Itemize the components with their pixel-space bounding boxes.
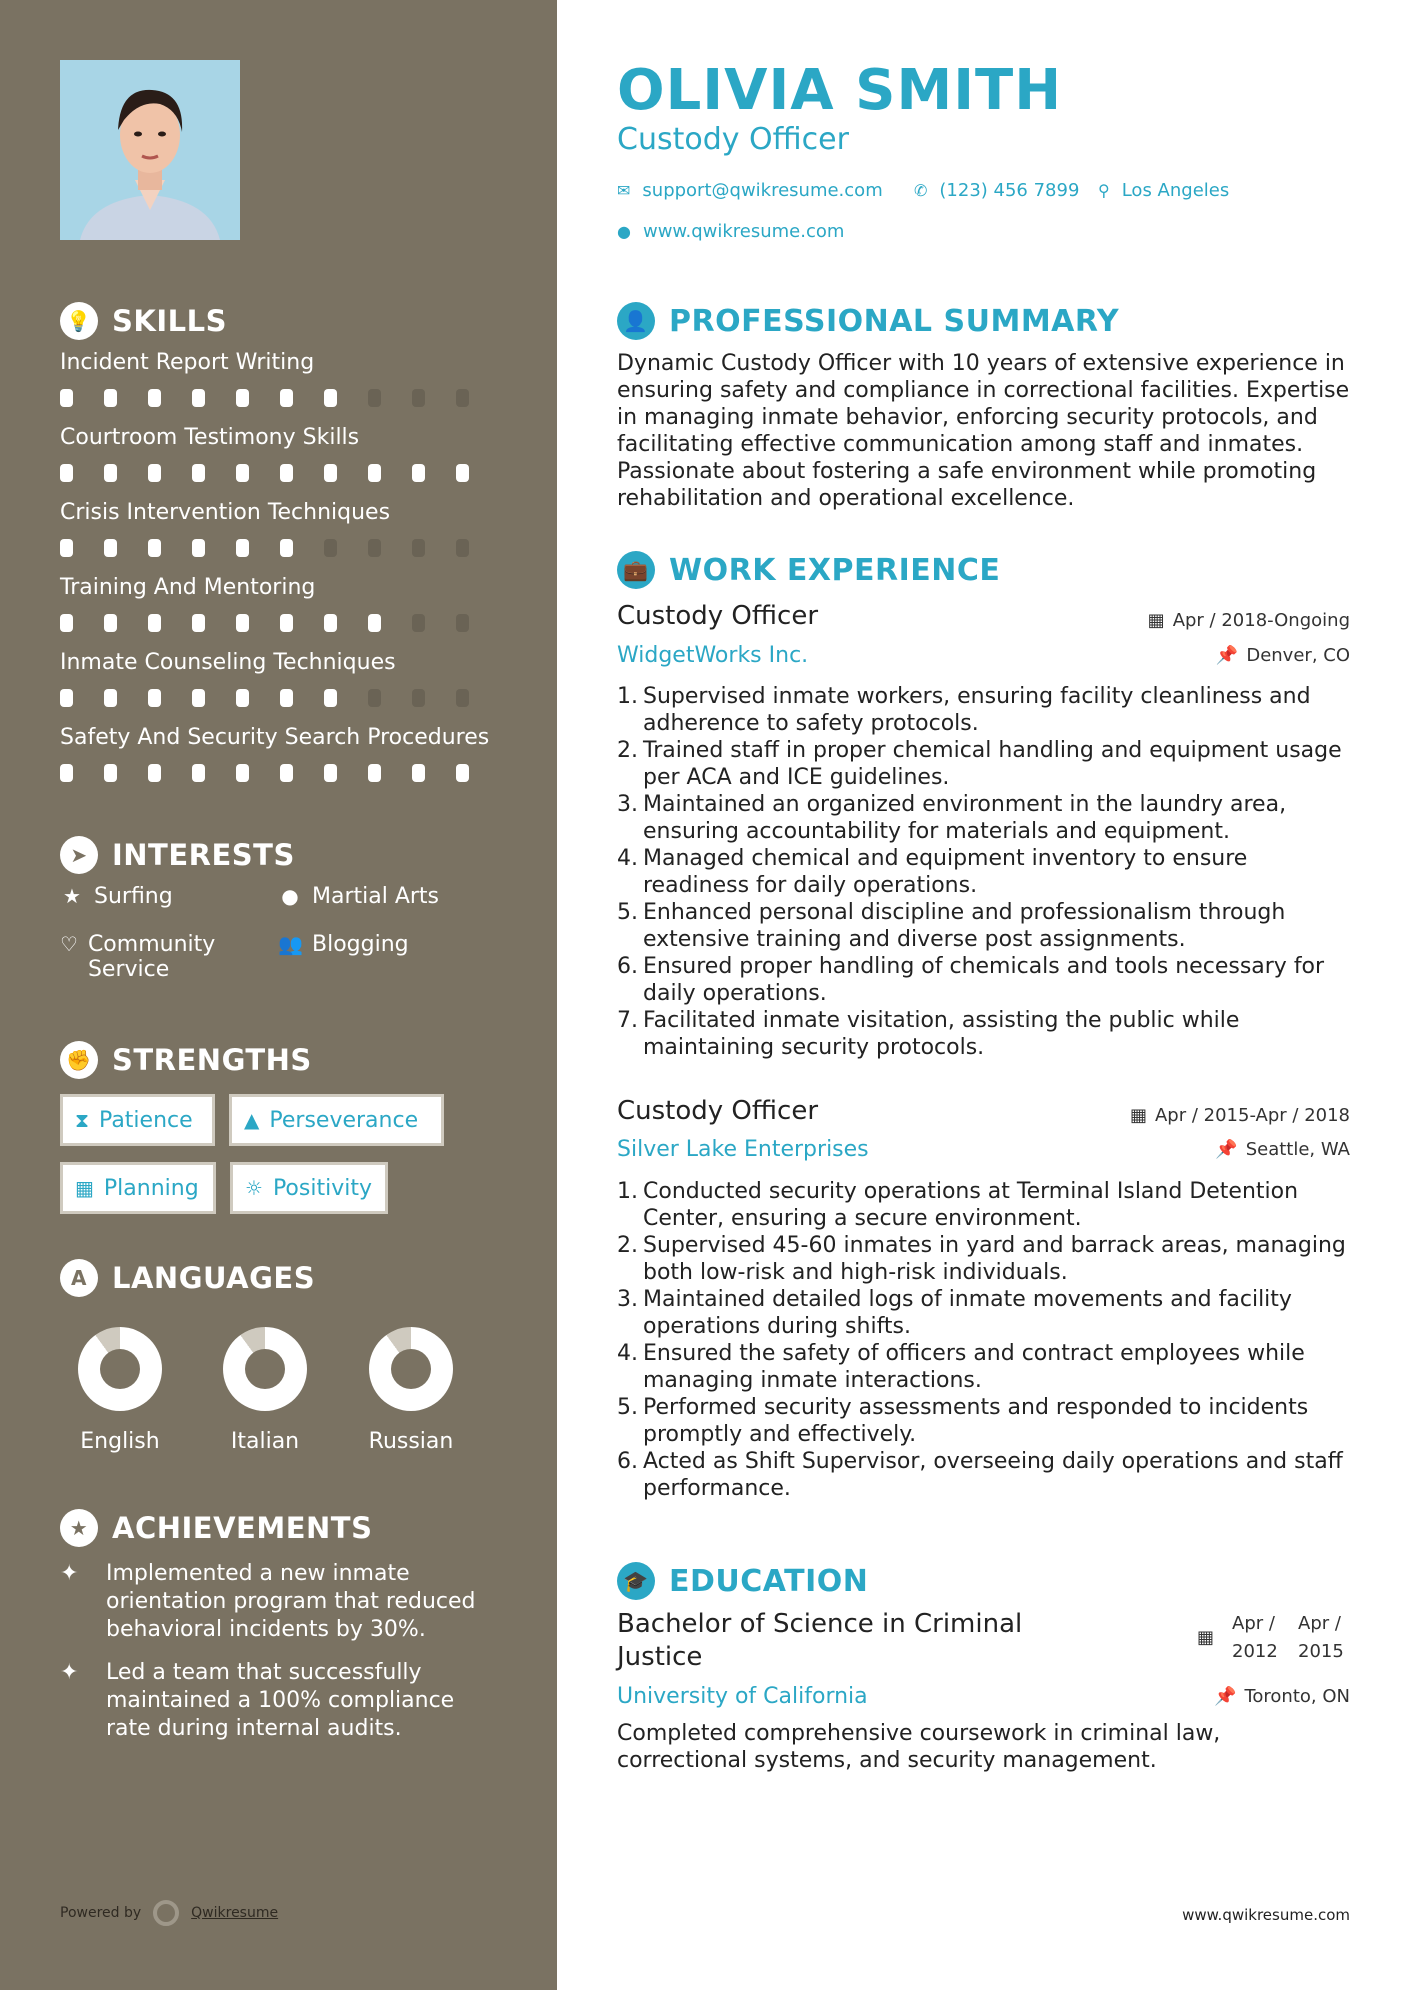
- globe-icon: ●: [617, 222, 631, 241]
- calendar-icon: ▦: [1196, 1627, 1214, 1648]
- skill-rating: [60, 689, 500, 707]
- sun-icon: ☼: [245, 1176, 263, 1200]
- responsibility-item: 1. Conducted security operations at Terminal Island Detention Center, ensuring a secure environment.: [617, 1179, 1299, 1231]
- skill-dot: [192, 539, 205, 557]
- skill-dot: [148, 689, 161, 707]
- skill-dot: [192, 764, 205, 782]
- skill-dot: [412, 464, 425, 482]
- skill-dot: [456, 464, 469, 482]
- skill-dot: [368, 389, 381, 407]
- skill-item: [60, 350, 500, 407]
- skill-item: [60, 650, 500, 707]
- skill-dot: [324, 464, 337, 482]
- responsibility-item: 6. Ensured proper handling of chemicals and tools necessary for daily operations.: [617, 954, 1325, 1006]
- skill-dot: [324, 389, 337, 407]
- pin-icon: 📌: [1215, 1139, 1238, 1160]
- contact-email[interactable]: ✉ support@qwikresume.com: [617, 180, 883, 201]
- skill-name: Training And Mentoring: [60, 575, 316, 600]
- skill-dot: [280, 764, 293, 782]
- contact-location: ⚲ Los Angeles: [1098, 180, 1230, 201]
- responsibility-item: 5. Enhanced personal discipline and professionalism through extensive training and diverse post assignments.: [617, 900, 1286, 952]
- trophy-icon: ★: [60, 1509, 98, 1547]
- job-dates: ▦ Apr / 2015-Apr / 2018: [1129, 1105, 1350, 1126]
- skill-dot: [324, 614, 337, 632]
- fist-icon: ✊: [60, 1041, 98, 1079]
- responsibility-item: 4. Managed chemical and equipment inventory to ensure readiness for daily operations.: [617, 846, 1248, 898]
- calendar-icon: ▦: [1147, 610, 1165, 631]
- powered-by: Powered by Qwikresume: [60, 1900, 278, 1926]
- skill-dot: [60, 764, 73, 782]
- skill-dot: [456, 689, 469, 707]
- skill-dot: [368, 539, 381, 557]
- responsibility-item: 5. Performed security assessments and responded to incidents promptly and effectively.: [617, 1395, 1309, 1447]
- skill-dot: [236, 539, 249, 557]
- skill-dot: [456, 614, 469, 632]
- skill-name: Incident Report Writing: [60, 350, 315, 375]
- responsibility-item: 7. Facilitated inmate visitation, assisting the public while maintaining security protocols.: [617, 1008, 1240, 1060]
- responsibility-item: 3. Maintained detailed logs of inmate movements and facility operations during shifts.: [617, 1287, 1292, 1339]
- achievement-item: ✦ Led a team that successfully maintained a 100% compliance rate during internal audits.: [60, 1660, 455, 1741]
- skill-rating: [60, 764, 500, 782]
- skill-dot: [236, 689, 249, 707]
- skill-dot: [456, 539, 469, 557]
- skill-dot: [104, 389, 117, 407]
- skill-dot: [456, 389, 469, 407]
- footer-url[interactable]: www.qwikresume.com: [1182, 1906, 1350, 1924]
- skill-dot: [412, 614, 425, 632]
- profile-photo: [60, 60, 240, 240]
- summary-text: Dynamic Custody Officer with 10 years of extensive experience in ensuring safety and compliance in correctional facilities. Expertise in managing inmate behavior, enforcing security protocols, and facilitating effective communication among staff and inmates. Passionate about fostering a safe environment while promoting rehabilitation and operational excellence.: [617, 351, 1350, 511]
- candidate-title: Custody Officer: [617, 122, 849, 157]
- skill-dot: [104, 614, 117, 632]
- skill-dot: [60, 539, 73, 557]
- job-location: 📌 Denver, CO: [1215, 645, 1350, 666]
- skill-dot: [324, 539, 337, 557]
- summary-heading: 👤 PROFESSIONAL SUMMARY: [617, 302, 1119, 340]
- skill-dot: [368, 614, 381, 632]
- skill-item: [60, 425, 500, 482]
- strength-badge: ▲ Perseverance: [229, 1094, 444, 1146]
- languages-heading: A LANGUAGES: [60, 1259, 315, 1297]
- strength-badge: ☼ Positivity: [230, 1162, 388, 1214]
- job-company: Silver Lake Enterprises: [617, 1137, 869, 1162]
- skill-dot: [104, 539, 117, 557]
- users-icon: 👥: [278, 932, 303, 956]
- skill-dot: [324, 764, 337, 782]
- responsibility-item: 2. Trained staff in proper chemical handling and equipment usage per ACA and ICE guidelines.: [617, 738, 1342, 790]
- main-content: [617, 0, 1350, 1990]
- skill-dot: [148, 614, 161, 632]
- skill-dot: [280, 689, 293, 707]
- education-heading: 🎓 EDUCATION: [617, 1562, 868, 1600]
- skill-dot: [236, 389, 249, 407]
- skill-dot: [236, 764, 249, 782]
- pin-icon: 📌: [1214, 1686, 1237, 1707]
- interest-item: ★ Surfing: [60, 884, 173, 909]
- achievement-item: ✦ Implemented a new inmate orientation program that reduced behavioral incidents by 30%.: [60, 1561, 476, 1642]
- skill-dot: [192, 464, 205, 482]
- job-title: Custody Officer: [617, 1096, 819, 1126]
- skill-dot: [104, 464, 117, 482]
- language-item: Italian: [205, 1327, 325, 1454]
- education-degree: Bachelor of Science in Criminal Justice: [617, 1609, 1023, 1672]
- skill-dot: [280, 389, 293, 407]
- globe-icon: ●: [281, 884, 299, 908]
- job-responsibilities: [617, 1178, 1350, 1502]
- language-level-chart: [369, 1327, 453, 1411]
- experience-heading: 💼 WORK EXPERIENCE: [617, 551, 1000, 589]
- skill-dot: [280, 464, 293, 482]
- briefcase-icon: 💼: [617, 551, 655, 589]
- skill-dot: [192, 614, 205, 632]
- paper-plane-icon: ➤: [60, 836, 98, 874]
- calendar-icon: ▦: [1129, 1105, 1147, 1126]
- responsibility-item: 4. Ensured the safety of officers and contract employees while managing inmate interactions.: [617, 1341, 1305, 1393]
- pin-icon: 📌: [1215, 645, 1239, 666]
- language-item: English: [60, 1327, 180, 1454]
- skill-dot: [104, 764, 117, 782]
- skill-dot: [412, 689, 425, 707]
- skill-dot: [192, 689, 205, 707]
- language-level-chart: [223, 1327, 307, 1411]
- graduation-cap-icon: 🎓: [617, 1562, 655, 1600]
- sidebar: [0, 0, 557, 1990]
- job-dates: ▦ Apr / 2018-Ongoing: [1147, 610, 1350, 631]
- interests-heading: ➤ INTERESTS: [60, 836, 295, 874]
- achievements-heading: ★ ACHIEVEMENTS: [60, 1509, 372, 1547]
- strength-badge: ▦ Planning: [60, 1162, 216, 1214]
- skill-rating: [60, 389, 500, 407]
- skill-dot: [368, 464, 381, 482]
- skill-dot: [60, 464, 73, 482]
- interest-item: ● Martial Arts: [278, 884, 439, 909]
- strength-badge: ⧗ Patience: [60, 1094, 215, 1146]
- star-burst-icon: ✦: [60, 1660, 79, 1685]
- skill-dot: [60, 614, 73, 632]
- job-responsibilities: [617, 683, 1350, 1061]
- contact-phone[interactable]: ✆ (123) 456 7899: [914, 180, 1080, 201]
- skill-dot: [148, 389, 161, 407]
- skill-dot: [148, 464, 161, 482]
- phone-icon: ✆: [914, 181, 928, 200]
- skill-name: Inmate Counseling Techniques: [60, 650, 396, 675]
- skill-dot: [60, 689, 73, 707]
- handshake-icon: ♡: [60, 932, 78, 956]
- language-level-chart: [78, 1327, 162, 1411]
- skill-name: Crisis Intervention Techniques: [60, 500, 391, 525]
- skill-dot: [280, 539, 293, 557]
- contact-website[interactable]: ● www.qwikresume.com: [617, 221, 845, 242]
- star-burst-icon: ✦: [60, 1561, 79, 1586]
- lightbulb-icon: 💡: [60, 302, 98, 340]
- interest-item: 👥 Blogging: [278, 932, 409, 957]
- skill-dot: [412, 539, 425, 557]
- interest-item: ♡ Community Service: [60, 932, 216, 982]
- skill-dot: [60, 389, 73, 407]
- star-icon: ★: [63, 884, 81, 908]
- skill-name: Courtroom Testimony Skills: [60, 425, 360, 450]
- skill-dot: [280, 614, 293, 632]
- skill-dot: [456, 764, 469, 782]
- job-location: 📌 Seattle, WA: [1215, 1139, 1350, 1160]
- skill-dot: [412, 764, 425, 782]
- qwikresume-link[interactable]: Qwikresume: [191, 1905, 279, 1921]
- skill-dot: [148, 764, 161, 782]
- skill-dot: [236, 614, 249, 632]
- skill-dot: [412, 389, 425, 407]
- responsibility-item: 2. Supervised 45-60 inmates in yard and barrack areas, managing both low-risk and high-risk individuals.: [617, 1233, 1346, 1285]
- skill-item: [60, 575, 500, 632]
- road-icon: ▲: [244, 1108, 260, 1132]
- skill-rating: [60, 464, 500, 482]
- envelope-icon: ✉: [617, 181, 631, 200]
- candidate-name: OLIVIA SMITH: [617, 58, 1063, 123]
- translate-icon: A: [60, 1259, 98, 1297]
- education-location: 📌 Toronto, ON: [1214, 1686, 1350, 1707]
- skill-dot: [104, 689, 117, 707]
- skill-dot: [368, 764, 381, 782]
- skill-name: Safety And Security Search Procedures: [60, 725, 490, 750]
- qwikresume-logo-icon: [153, 1900, 179, 1926]
- job-title: Custody Officer: [617, 601, 819, 631]
- job-company: WidgetWorks Inc.: [617, 643, 809, 668]
- skill-item: [60, 725, 500, 782]
- skills-heading: 💡 SKILLS: [60, 302, 227, 340]
- language-item: Russian: [351, 1327, 471, 1454]
- hourglass-icon: ⧗: [75, 1108, 90, 1132]
- calendar-icon: ▦: [75, 1176, 94, 1200]
- skill-dot: [324, 689, 337, 707]
- responsibility-item: 6. Acted as Shift Supervisor, overseeing daily operations and staff performance.: [617, 1449, 1343, 1501]
- skill-item: [60, 500, 500, 557]
- responsibility-item: 3. Maintained an organized environment in the laundry area, ensuring accountability for materials and equipment.: [617, 792, 1287, 844]
- responsibility-item: 1. Supervised inmate workers, ensuring facility cleanliness and adherence to safety protocols.: [617, 684, 1311, 736]
- education-description: Completed comprehensive coursework in criminal law, correctional systems, and security management.: [617, 1721, 1221, 1773]
- skill-dot: [368, 689, 381, 707]
- skill-rating: [60, 614, 500, 632]
- skill-dot: [148, 539, 161, 557]
- skill-rating: [60, 539, 500, 557]
- strengths-heading: ✊ STRENGTHS: [60, 1041, 312, 1079]
- education-dates: ▦ Apr / 2012 Apr / 2015: [1197, 1610, 1350, 1666]
- education-school: University of California: [617, 1684, 868, 1709]
- skill-dot: [192, 389, 205, 407]
- map-pin-icon: ⚲: [1098, 181, 1110, 200]
- skill-dot: [236, 464, 249, 482]
- user-icon: 👤: [617, 302, 655, 340]
